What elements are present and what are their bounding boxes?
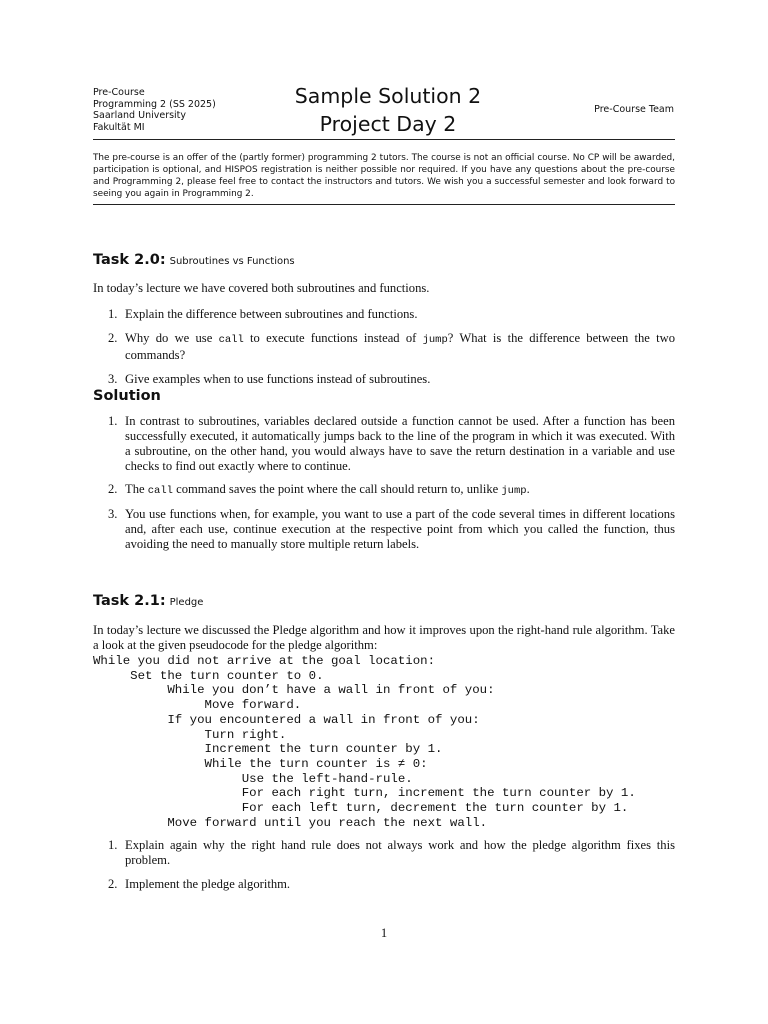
title-line-2: Project Day 2 — [319, 112, 457, 136]
solution-heading: Solution — [93, 388, 161, 404]
page-number: 1 — [380, 926, 388, 940]
task-label: Task 2.0: — [93, 252, 166, 268]
code-line: Move forward until you reach the next wall. — [93, 815, 488, 830]
document-title — [250, 82, 526, 138]
code-line: Use the left-hand-rule. — [93, 771, 413, 786]
author: Pre-Course Team — [594, 104, 674, 115]
code-line: Turn right. — [93, 727, 287, 742]
task-2-0-intro: In today’s lecture we have covered both subroutines and functions. — [93, 281, 430, 295]
code-call: call — [218, 334, 244, 346]
list-item: 2. Why do we use call to execute functions instead of jump? What is the difference between the two commands? — [108, 331, 676, 362]
disclaimer-text: The pre-course is an offer of the (partly former) programming 2 tutors. The course is not an official course. No CP will be awarded, participation is optional, and HISPOS registration is neither possible nor required. If you have any questions about the pre-course and Programming 2, please feel free to contact the instructors and tutors. We wish you a successful semester and look forward to seeing you again in Programming 2. — [93, 153, 675, 199]
course-info — [93, 87, 216, 133]
task-2-1-questions — [93, 838, 675, 901]
code-line: Set the turn counter to 0. — [93, 668, 324, 683]
list-item: 3. You use functions when, for example, you want to use a part of the code several times in different locations and, after each use, continue execution at the respective point from which you called the function, thus avoiding the need to manually store multiple return labels. — [108, 507, 675, 551]
task-subtitle: Subroutines vs Functions — [169, 256, 295, 267]
list-item: 1. Explain the difference between subroutines and functions. — [108, 307, 418, 321]
task-2-0-questions — [93, 307, 675, 396]
task-2-1-heading — [93, 593, 203, 609]
course-info-line: Pre-Course — [93, 87, 145, 98]
code-line: While you don’t have a wall in front of you: — [93, 683, 495, 698]
course-info-line: Fakultät MI — [93, 121, 145, 133]
task-2-0-heading — [93, 252, 295, 268]
task-subtitle: Pledge — [169, 597, 204, 608]
task-2-1-intro: In today’s lecture we discussed the Pledge algorithm and how it improves upon the right-hand rule algorithm. Take a look at the given pseudocode for the pledge algorithm: — [93, 623, 675, 652]
title-line-1: Sample Solution 2 — [294, 84, 482, 108]
disclaimer-rule — [93, 204, 675, 205]
solution-list — [93, 414, 675, 561]
code-line: If you encountered a wall in front of you: — [93, 712, 480, 727]
header-rule — [93, 139, 675, 140]
course-info-line: Saarland University — [93, 110, 187, 121]
task-label: Task 2.1: — [93, 593, 166, 609]
code-line: While you did not arrive at the goal location: — [93, 654, 436, 668]
code-line: For each left turn, decrement the turn counter by 1. — [93, 801, 629, 816]
code-line: Increment the turn counter by 1. — [93, 742, 443, 757]
code-line: While the turn counter is ≠ 0: — [93, 756, 428, 771]
list-item: 1. Explain again why the right hand rule does not always work and how the pledge algorithm fixes this problem. — [108, 838, 675, 867]
code-line: Move forward. — [93, 698, 302, 713]
list-item: 3. Give examples when to use functions instead of subroutines. — [108, 372, 431, 386]
code-jump: jump — [501, 485, 527, 497]
list-item: 1. In contrast to subroutines, variables declared outside a function cannot be used. After a function has been successfully executed, it automatically jumps back to the line of the program in which it was executed. With a subroutine, on the other hand, you would always have to save the return destination in a variable and use checks to find out exactly where to continue. — [108, 414, 675, 473]
course-info-line: Programming 2 (SS 2025) — [93, 98, 216, 110]
list-item: 2. The call command saves the point where the call should return to, unlike jump. — [108, 482, 530, 497]
code-call: call — [147, 485, 173, 497]
code-line: For each right turn, increment the turn counter by 1. — [93, 786, 636, 801]
pseudocode-block — [93, 654, 636, 830]
code-jump: jump — [422, 334, 448, 346]
list-item: 2. Implement the pledge algorithm. — [108, 877, 291, 891]
